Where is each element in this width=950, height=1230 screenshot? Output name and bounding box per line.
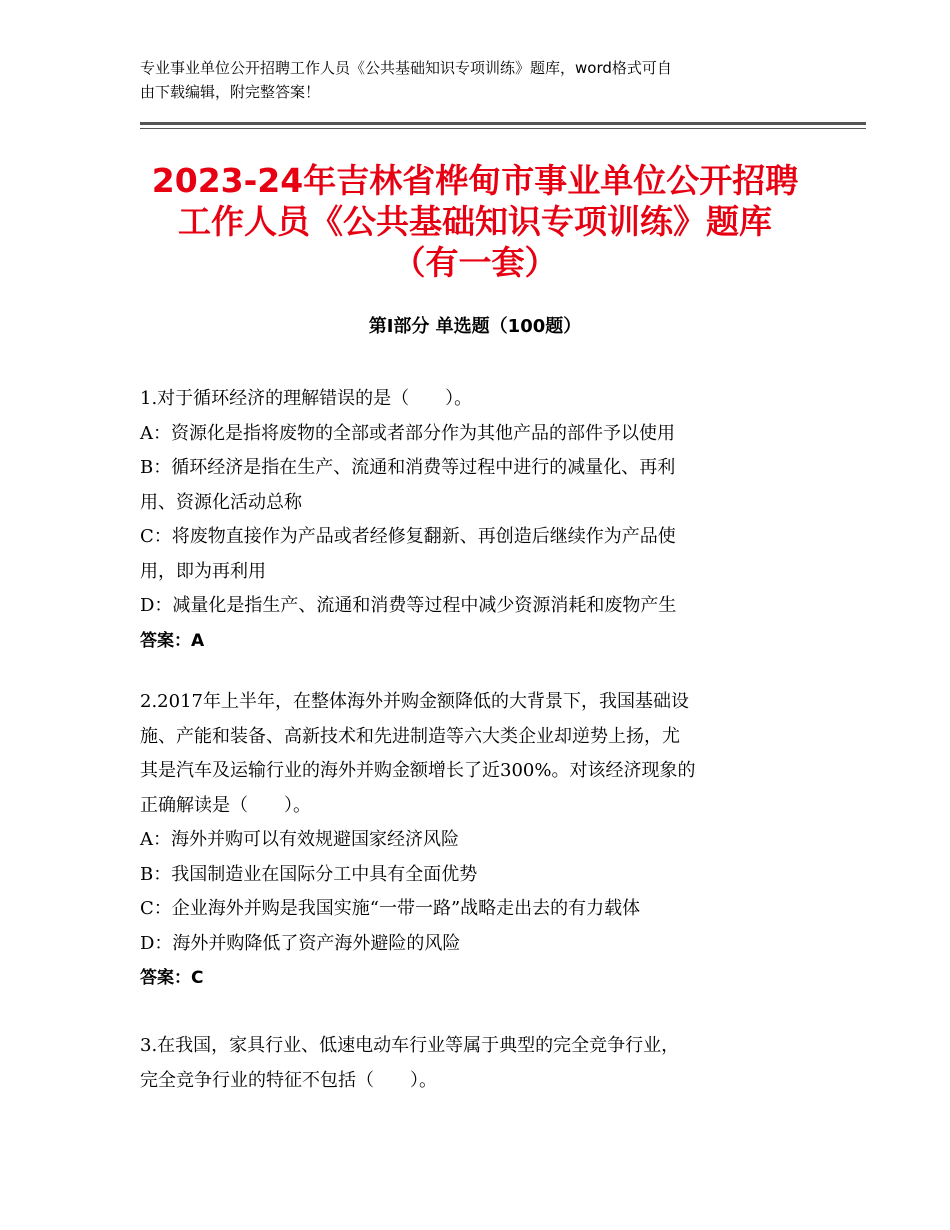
question-2-stem-cont: 正确解读是（ ）。 xyxy=(140,794,311,816)
title-line: 工作人员《公共基础知识专项训练》题库 xyxy=(178,202,772,241)
question-1-option-a: A：资源化是指将废物的全部或者部分作为其他产品的部件予以使用 xyxy=(140,422,675,444)
header-note xyxy=(140,56,820,104)
question-2 xyxy=(140,685,800,996)
question-2-stem-cont: 施、产能和装备、高新技术和先进制造等六大类企业却逆势上扬，尤 xyxy=(140,725,680,747)
header-rule-thin xyxy=(140,128,866,129)
title-line: 2023-24年吉林省桦甸市事业单位公开招聘 xyxy=(151,161,799,200)
title-line: （有一套） xyxy=(392,243,558,282)
question-2-option-b: B：我国制造业在国际分工中具有全面优势 xyxy=(140,863,478,885)
question-2-answer: 答案：C xyxy=(140,968,204,988)
question-3-stem: 3.在我国，家具行业、低速电动车行业等属于典型的完全竞争行业， xyxy=(140,1035,680,1056)
question-1-answer: 答案：A xyxy=(140,630,205,651)
question-1-option-d: D：减量化是指生产、流通和消费等过程中减少资源消耗和废物产生 xyxy=(140,595,677,616)
question-2-option-a: A：海外并购可以有效规避国家经济风险 xyxy=(140,829,459,850)
section-heading: 第Ⅰ部分 单选题（100题） xyxy=(368,316,582,337)
question-3-stem-cont: 完全竞争行业的特征不包括（ ）。 xyxy=(140,1069,437,1091)
question-2-option-d: D：海外并购降低了资产海外避险的风险 xyxy=(140,932,461,954)
question-1 xyxy=(140,382,800,658)
question-1-option-b-cont: 用、资源化活动总称 xyxy=(140,491,302,513)
question-1-option-b: B：循环经济是指在生产、流通和消费等过程中进行的减量化、再利 xyxy=(140,457,676,478)
document-title xyxy=(110,160,840,283)
question-2-stem: 2.2017年上半年，在整体海外并购金额降低的大背景下，我国基础设 xyxy=(140,691,689,712)
header-note-line: 由下载编辑，附完整答案！ xyxy=(140,83,321,101)
question-1-option-c-cont: 用，即为再利用 xyxy=(140,560,266,582)
question-1-stem: 1.对于循环经济的理解错误的是（ ）。 xyxy=(140,388,473,409)
header-note-line: 专业事业单位公开招聘工作人员《公共基础知识专项训练》题库，word格式可自 xyxy=(140,59,672,77)
question-2-stem-cont: 其是汽车及运输行业的海外并购金额增长了近300%。对该经济现象的 xyxy=(140,760,696,781)
question-1-option-c: C：将废物直接作为产品或者经修复翻新、再创造后继续作为产品使 xyxy=(140,526,676,547)
header-rule-thick xyxy=(140,122,866,125)
question-2-option-c: C：企业海外并购是我国实施“一带一路”战略走出去的有力载体 xyxy=(140,898,641,919)
question-3 xyxy=(140,1029,800,1098)
